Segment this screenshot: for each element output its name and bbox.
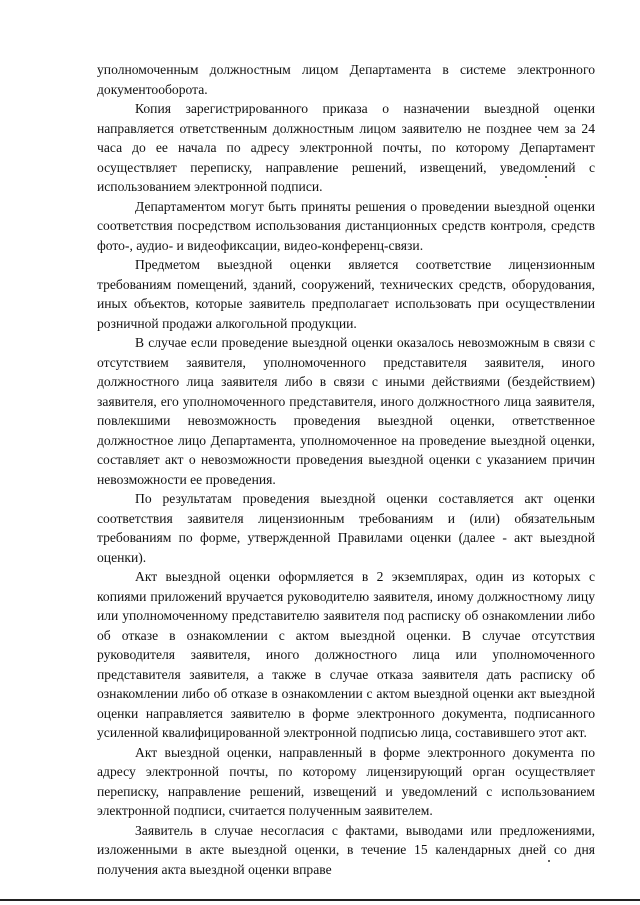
scan-speck [548, 860, 550, 862]
paragraph: По результатам проведения выездной оценки составляется акт оценки соответствия заявителя лицензионным требованиям и (или) обязательным требованиям по форме, утвержденной Правилами оценки (далее - акт выездной оценки). [97, 491, 595, 565]
paragraph: Предметом выездной оценки является соответствие лицензионным требованиям помещений, зданий, сооружений, технических средств, оборудования, иных объектов, которые заявитель предполагает использовать при осуществлении розничной продажи алкогольной продукции. [97, 257, 595, 331]
document-body [97, 60, 595, 879]
scan-speck [545, 176, 547, 178]
scan-bottom-edge [0, 899, 640, 901]
paragraph: В случае если проведение выездной оценки оказалось невозможным в связи с отсутствием заявителя, уполномоченного представителя заявителя, иного должностного лица заявителя либо в связи с иными действиями (бездействием) заявителя, его уполномоченного представителя, иного должностного лица заявителя, повлекшими невозможность проведения выездной оценки, ответственное должностное лицо Департамента, уполномоченное на проведение выездной оценки, составляет акт о невозможности проведения выездной оценки с указанием причин невозможности ее проведения. [97, 335, 595, 487]
paragraph: Департаментом могут быть приняты решения о проведении выездной оценки соответствия посредством использования дистанционных средств контроля, средств фото-, аудио- и видеофиксации, видео-конференц-связи. [97, 198, 595, 253]
paragraph: Заявитель в случае несогласия с фактами, выводами или предложениями, изложенными в акте выездной оценки, в течение 15 календарных дней со дня получения акта выездной оценки вправе [97, 822, 595, 877]
paragraph: Акт выездной оценки оформляется в 2 экземплярах, один из которых с копиями приложений вручается руководителю заявителя, иному должностному лицу или уполномоченному представителю заявителя под расписку об ознакомлении либо об отказе в ознакомлении с актом выездной оценки. В случае отсутствия руководителя заявителя, иного должностного лица или уполномоченного представителя заявителя, а также в случае отказа заявителя дать расписку об ознакомлении либо об отказе в ознакомлении с актом выездной оценки акт выездной оценки направляется заявителю в форме электронного документа, подписанного усиленной квалифицированной электронной подписью лица, составившего этот акт. [97, 569, 595, 740]
paragraph: Акт выездной оценки, направленный в форме электронного документа по адресу электронной почты, по которому лицензирующий орган осуществляет переписку, направление решений, извещений и уведомлений с использованием электронной подписи, считается полученным заявителем. [97, 744, 595, 818]
paragraph: Копия зарегистрированного приказа о назначении выездной оценки направляется ответственным должностным лицом заявителю не позднее чем за 24 часа до ее начала по адресу электронной почты, по которому Департамент осуществляет переписку, направление решений, извещений, уведомлений с использованием электронной подписи. [97, 101, 595, 194]
paragraph: уполномоченным должностным лицом Департамента в системе электронного документооборота. [97, 62, 595, 97]
